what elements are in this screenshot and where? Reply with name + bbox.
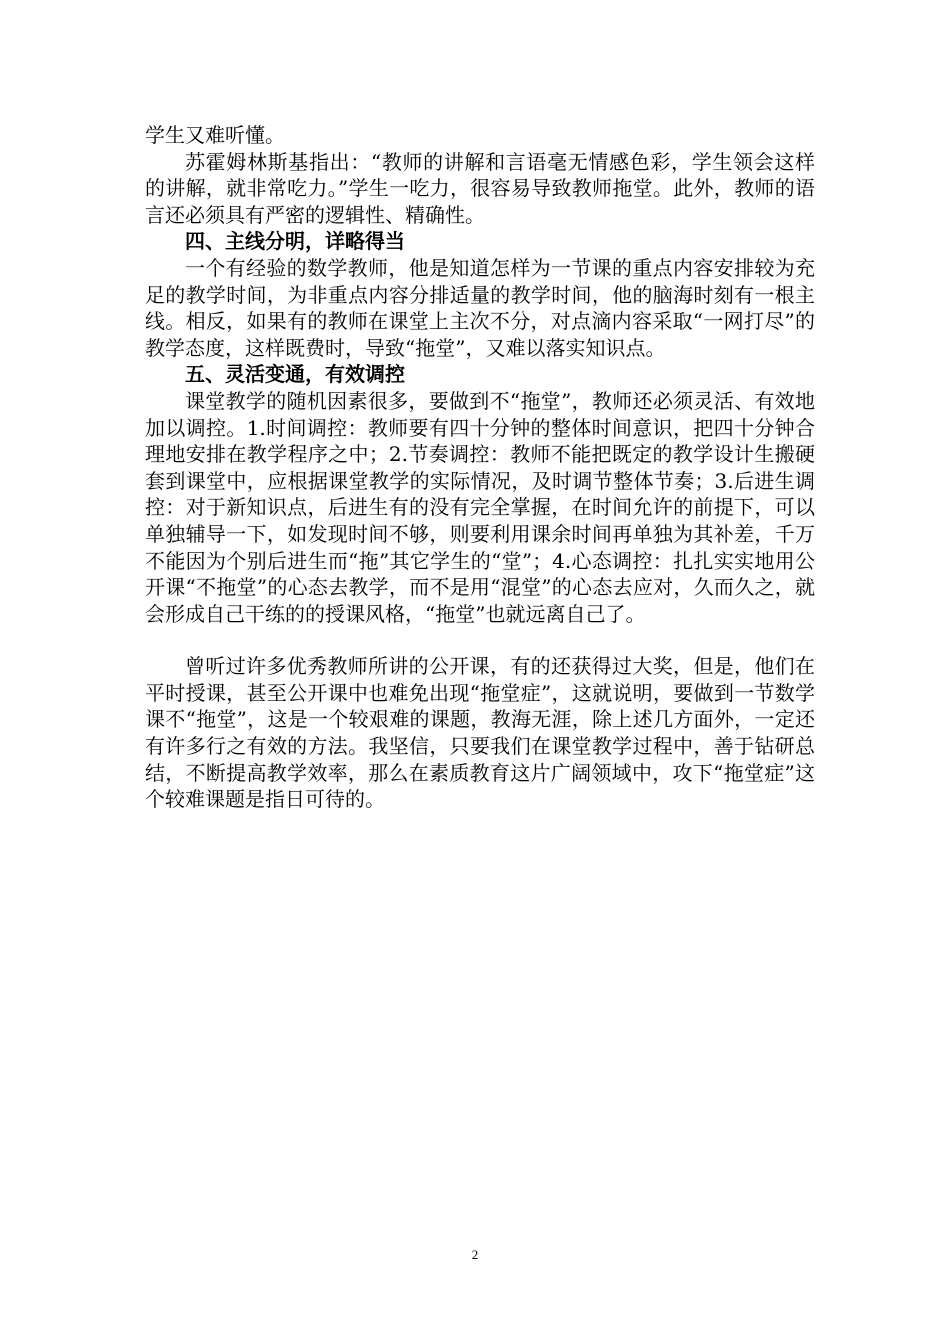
paragraph-suhomlinsky-quote: 苏霍姆林斯基指出：“教师的讲解和言语毫无情感色彩，学生领会这样的讲解，就非常吃力。”学生一吃力，很容易导致教师拖堂。此外，教师的语言还必须具有严密的逻辑性、精确性。 — [145, 149, 815, 227]
paragraph-main-line: 一个有经验的数学教师，他是知道怎样为一节课的重点内容安排较为充足的教学时间，为非重点内容分排适量的教学时间，他的脑海时刻有一根主线。相反，如果有的教师在课堂上主次不分，对点滴内容采取“一网打尽”的教学态度，这样既费时，导致“拖堂”，又难以落实知识点。 — [145, 255, 815, 360]
paragraph-continued: 学生又难听懂。 — [145, 123, 285, 147]
document-body — [145, 122, 815, 813]
section-heading-4: 四、主线分明，详略得当 — [185, 229, 405, 254]
page-number: 2 — [471, 1247, 479, 1262]
paragraph-conclusion: 曾听过许多优秀教师所讲的公开课，有的还获得过大奖，但是，他们在平时授课，甚至公开课中也难免出现“拖堂症”，这就说明，要做到一节数学课不“拖堂”，这是一个较艰难的课题，教海无涯，除上述几方面外，一定还有许多行之有效的方法。我坚信，只要我们在课堂教学过程中，善于钻研总结，不断提高教学效率，那么在素质教育这片广阔领域中，攻下“拖堂症”这个较难课题是指日可待的。 — [145, 654, 815, 812]
section-heading-5: 五、灵活变通，有效调控 — [185, 362, 405, 387]
paragraph-flexible-control: 课堂教学的随机因素很多，要做到不“拖堂”，教师还必须灵活、有效地加以调控。1.时间调控：教师要有四十分钟的整体时间意识，把四十分钟合理地安排在教学程序之中；2.节奏调控：教师不能把既定的教学设计生搬硬套到课堂中，应根据课堂教学的实际情况，及时调节整体节奏；3.后进生调控：对于新知识点，后进生有的没有完全掌握，在时间允许的前提下，可以单独辅导一下，如发现时间不够，则要利用课余时间再单独为其补差，千万不能因为个别后进生而“拖”其它学生的“堂”；4.心态调控：扎扎实实地用公开课“不拖堂”的心态去教学，而不是用“混堂”的心态去应对，久而久之，就会形成自己干练的的授课风格，“拖堂”也就远离自己了。 — [145, 388, 815, 626]
